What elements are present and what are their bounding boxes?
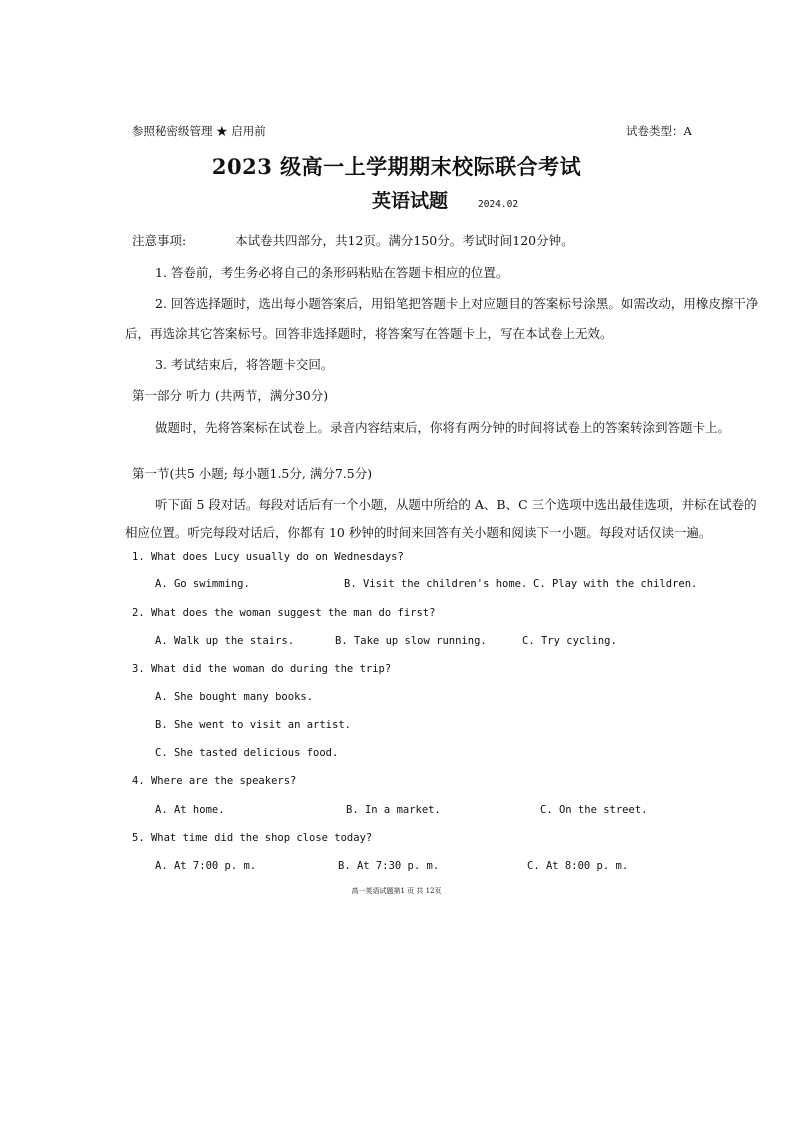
notice-text: 本试卷共四部分，共12页。满分150分。考试时间120分钟。 [235, 233, 574, 248]
paper-type-label: 试卷类型：A [626, 124, 692, 138]
q5-option-a: A. At 7:00 p. m. [155, 860, 257, 872]
notice-label: 注意事项: [132, 233, 187, 248]
q5-option-b: B. At 7:30 p. m. [338, 860, 440, 872]
page-footer: 高一英语试题第1 页 共 12页 [351, 887, 442, 895]
q3-option-c: C. She tasted delicious food. [155, 747, 339, 759]
exam-subtitle: 英语试题 [372, 190, 449, 212]
q3-option-b: B. She went to visit an artist. [155, 719, 351, 731]
q3-option-a: A. She bought many books. [155, 691, 314, 703]
section1-intro-line2: 相应位置。听完每段对话后，你都有 10 秒钟的时间来回答有关小题和阅读下一小题。每段对话仅读一遍。 [125, 525, 712, 540]
question-1: 1. What does Lucy usually do on Wednesdays? [132, 551, 404, 563]
confidential-label: 参照秘密级管理 ★ 启用前 [132, 124, 266, 138]
notice-item-2-cont: 后，再选涂其它答案标号。回答非选择题时，将答案写在答题卡上，写在本试卷上无效。 [125, 326, 613, 341]
q4-option-c: C. On the street. [540, 804, 648, 816]
section1-intro-line1: 听下面 5 段对话。每段对话后有一个小题，从题中所给的 A、B、C 三个选项中选出最佳选项，并标在试卷的 [155, 497, 757, 512]
q4-option-a: A. At home. [155, 804, 225, 816]
q2-option-b: B. Take up slow running. [335, 635, 487, 647]
q2-option-a: A. Walk up the stairs. [155, 635, 295, 647]
notice-item-2: 2. 回答选择题时，选出每小题答案后，用铅笔把答题卡上对应题目的答案标号涂黑。如需改动，用橡皮擦干净 [155, 296, 759, 311]
q5-option-c: C. At 8:00 p. m. [527, 860, 629, 872]
section1-title: 第一节(共5 小题; 每小题1.5分, 满分7.5分) [132, 466, 373, 481]
question-2: 2. What does the woman suggest the man do first? [132, 607, 436, 619]
q2-option-c: C. Try cycling. [522, 635, 617, 647]
exam-date: 2024.02 [478, 199, 519, 210]
question-5: 5. What time did the shop close today? [132, 832, 373, 844]
question-4: 4. Where are the speakers? [132, 775, 297, 787]
part1-intro: 做题时，先将答案标在试卷上。录音内容结束后，你将有两分钟的时间将试卷上的答案转涂到答题卡上。 [155, 420, 731, 435]
q4-option-b: B. In a market. [346, 804, 441, 816]
question-3: 3. What did the woman do during the trip? [132, 663, 392, 675]
exam-title: 2023 级高一上学期期末校际联合考试 [211, 154, 582, 179]
q1-option-a: A. Go swimming. [155, 578, 250, 590]
notice-item-1: 1. 答卷前，考生务必将自己的条形码粘贴在答题卡相应的位置。 [155, 265, 509, 280]
q1-option-c: C. Play with the children. [533, 578, 698, 590]
notice-item-3: 3. 考试结束后，将答题卡交回。 [155, 357, 334, 372]
q1-option-b: B. Visit the children's home. [344, 578, 528, 590]
part1-title: 第一部分 听力 (共两节，满分30分) [132, 388, 329, 403]
